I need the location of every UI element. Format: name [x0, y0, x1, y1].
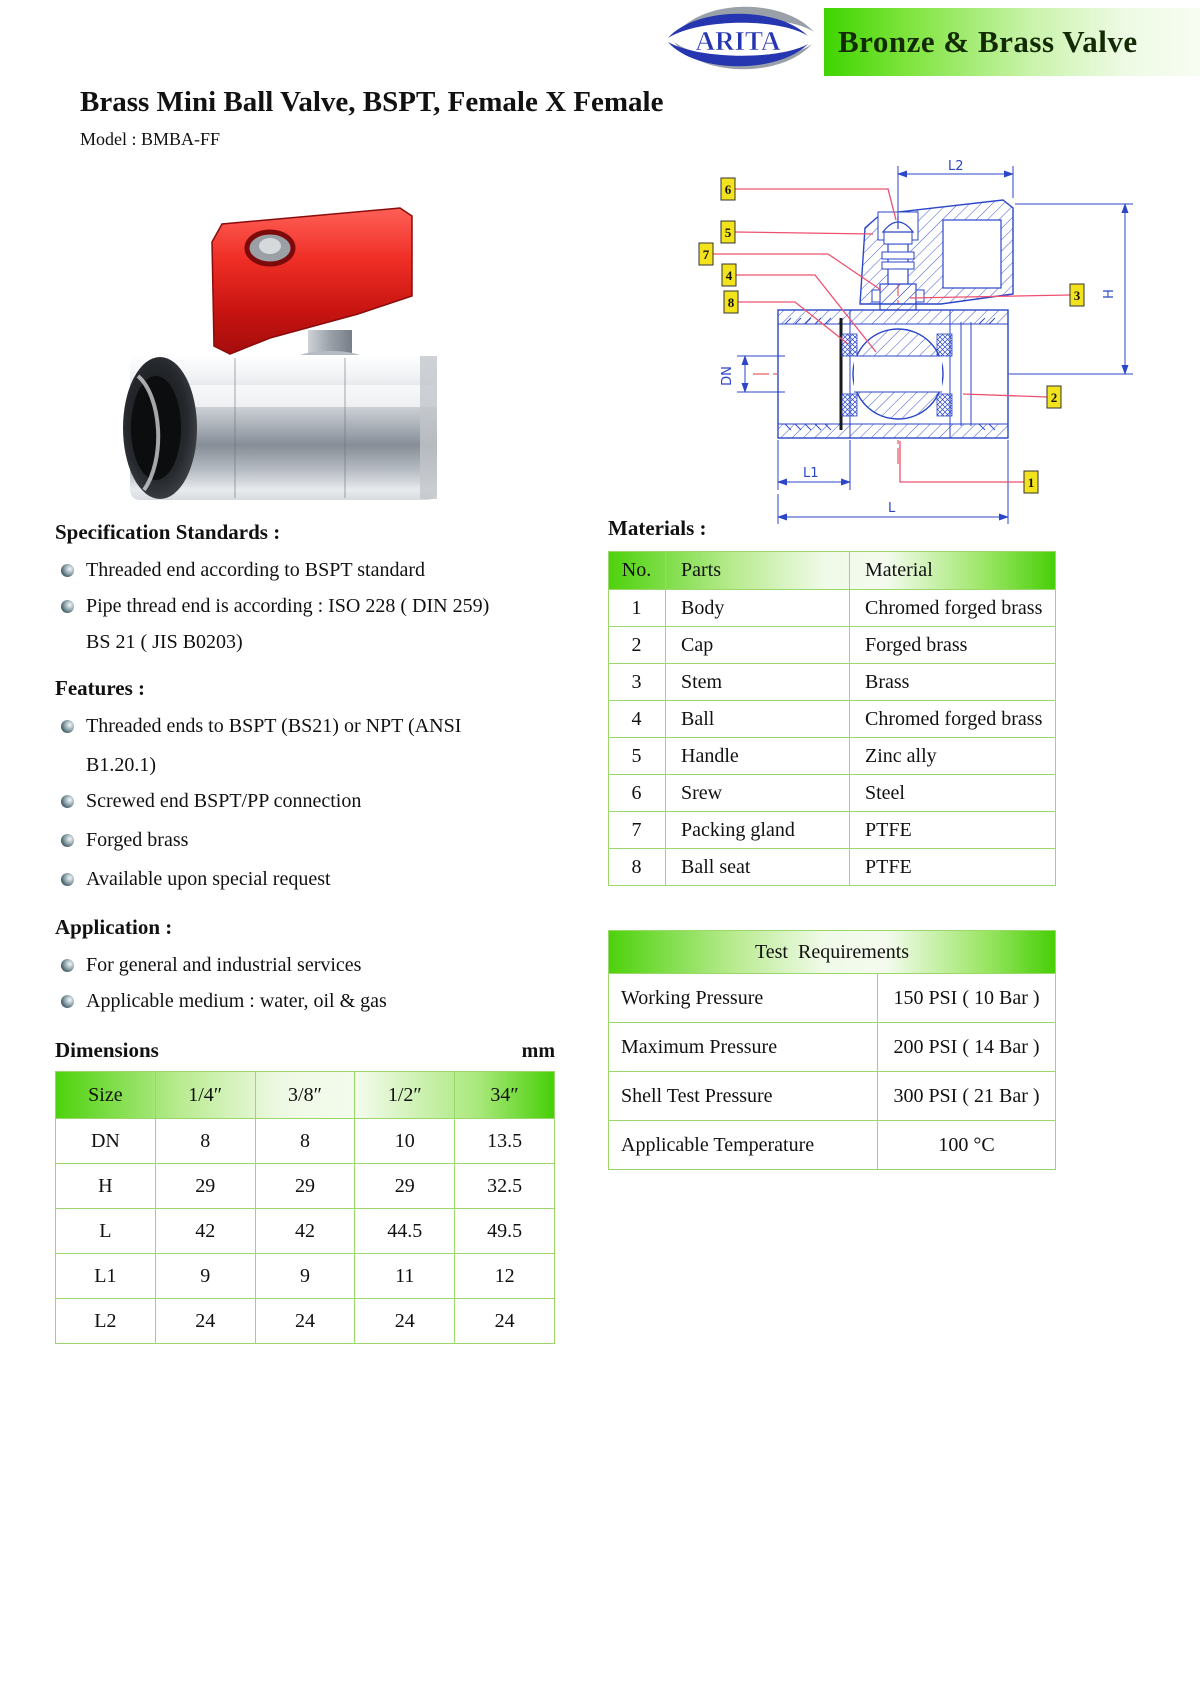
bullet-icon	[61, 873, 74, 886]
test-value: 300 PSI ( 21 Bar )	[878, 1072, 1056, 1121]
materials-section	[608, 516, 1056, 886]
test-value: 100 °C	[878, 1121, 1056, 1170]
dimensions-heading: Dimensions	[55, 1038, 159, 1062]
list-item	[55, 950, 600, 980]
spec-standards-heading: Specification Standards :	[55, 520, 281, 544]
spec-standards-section	[55, 520, 600, 663]
dim-value: 49.5	[455, 1209, 555, 1254]
bullet-continuation: BS 21 ( JIS B0203)	[86, 631, 243, 653]
bullet-icon	[61, 995, 74, 1008]
col-header-size-3-8: 3/8″	[255, 1072, 355, 1119]
dim-label-l2: L2	[948, 159, 964, 174]
bullet-icon	[61, 959, 74, 972]
table-row	[609, 627, 1056, 664]
col-header-size-3-4: 34″	[455, 1072, 555, 1119]
model-number: Model : BMBA-FF	[80, 129, 221, 149]
table-row	[56, 1254, 555, 1299]
arita-logo-text: ARITA	[695, 26, 781, 56]
technical-drawing	[645, 132, 1200, 537]
ball-valve-photo	[100, 180, 470, 500]
cell-material: Chromed forged brass	[850, 701, 1056, 738]
test-value: 200 PSI ( 14 Bar )	[878, 1023, 1056, 1072]
page-title: Brass Mini Ball Valve, BSPT, Female X Female	[80, 86, 664, 118]
cell-no: 5	[609, 738, 666, 775]
cell-material: PTFE	[850, 849, 1056, 886]
product-photo	[100, 180, 470, 505]
callout-1	[1024, 471, 1038, 493]
cell-part: Cap	[666, 627, 850, 664]
dim-value: 42	[155, 1209, 255, 1254]
dim-value: 8	[255, 1119, 355, 1164]
table-row	[56, 1119, 555, 1164]
col-header-size-1-4: 1/4″	[155, 1072, 255, 1119]
cell-no: 1	[609, 590, 666, 627]
col-header-size: Size	[56, 1072, 156, 1119]
bullet-icon	[61, 795, 74, 808]
dim-value: 29	[255, 1164, 355, 1209]
cell-no: 2	[609, 627, 666, 664]
bullet-text: Threaded end according to BSPT standard	[86, 559, 425, 581]
callout-5	[721, 221, 735, 243]
test-requirements-title: Test Requirements	[609, 931, 1056, 974]
dimensions-caption	[55, 1038, 555, 1063]
test-requirements-section	[608, 930, 1056, 1170]
table-row	[609, 974, 1056, 1023]
cell-material: Chromed forged brass	[850, 590, 1056, 627]
cell-material: Steel	[850, 775, 1056, 812]
table-row	[609, 664, 1056, 701]
bullet-text: Applicable medium : water, oil & gas	[86, 990, 387, 1012]
cell-part: Ball	[666, 701, 850, 738]
table-row	[609, 701, 1056, 738]
table-row	[609, 1072, 1056, 1121]
callout-7	[699, 243, 713, 265]
cell-part: Srew	[666, 775, 850, 812]
application-heading: Application :	[55, 915, 173, 939]
dim-label: L	[56, 1209, 156, 1254]
table-row	[609, 738, 1056, 775]
table-row	[609, 775, 1056, 812]
application-section	[55, 915, 600, 1022]
dimensions-section	[55, 1038, 555, 1344]
dimensions-table	[55, 1071, 555, 1344]
cell-material: Brass	[850, 664, 1056, 701]
callout-3	[1070, 284, 1084, 306]
cell-no: 7	[609, 812, 666, 849]
cell-part: Stem	[666, 664, 850, 701]
list-item	[55, 786, 600, 816]
test-label: Working Pressure	[609, 974, 878, 1023]
col-header-size-1-2: 1/2″	[355, 1072, 455, 1119]
dim-value: 9	[255, 1254, 355, 1299]
table-row	[56, 1299, 555, 1344]
svg-text:8: 8	[727, 295, 735, 310]
dimensions-unit: mm	[521, 1040, 555, 1062]
cell-no: 4	[609, 701, 666, 738]
bullet-icon	[61, 720, 74, 733]
banner-title: Bronze & Brass Valve	[838, 24, 1138, 59]
list-item	[55, 864, 600, 894]
col-header-parts: Parts	[666, 552, 850, 590]
dim-value: 24	[355, 1299, 455, 1344]
dim-value: 29	[355, 1164, 455, 1209]
test-header-row	[609, 931, 1056, 974]
dim-value: 44.5	[355, 1209, 455, 1254]
dim-label: L2	[56, 1299, 156, 1344]
test-label: Applicable Temperature	[609, 1121, 878, 1170]
cell-part: Handle	[666, 738, 850, 775]
dim-label: L1	[56, 1254, 156, 1299]
table-row	[609, 849, 1056, 886]
table-row	[56, 1164, 555, 1209]
bullet-icon	[61, 600, 74, 613]
bullet-text: Screwed end BSPT/PP connection	[86, 790, 362, 812]
dim-label-h: H	[1102, 289, 1117, 299]
svg-text:7: 7	[702, 247, 710, 262]
features-heading: Features :	[55, 676, 145, 700]
table-row	[609, 1121, 1056, 1170]
header-banner	[824, 8, 1200, 76]
table-row	[609, 812, 1056, 849]
dim-value: 24	[255, 1299, 355, 1344]
dim-label: H	[56, 1164, 156, 1209]
test-requirements-table	[608, 930, 1056, 1170]
dim-value: 42	[255, 1209, 355, 1254]
list-item	[55, 711, 600, 741]
materials-table	[608, 551, 1056, 886]
bullet-continuation: B1.20.1)	[86, 754, 156, 776]
dim-value: 24	[455, 1299, 555, 1344]
dim-value: 10	[355, 1119, 455, 1164]
cell-no: 3	[609, 664, 666, 701]
materials-header-row	[609, 552, 1056, 590]
test-label: Maximum Pressure	[609, 1023, 878, 1072]
col-header-material: Material	[850, 552, 1056, 590]
list-item	[55, 591, 600, 621]
cell-material: Forged brass	[850, 627, 1056, 664]
bullet-icon	[61, 834, 74, 847]
arita-logo-graphic	[660, 6, 822, 76]
dim-label-l1: L1	[803, 466, 819, 481]
dim-value: 12	[455, 1254, 555, 1299]
cell-no: 6	[609, 775, 666, 812]
materials-heading: Materials :	[608, 516, 707, 540]
callout-8	[724, 291, 738, 313]
list-item	[55, 555, 600, 585]
test-value: 150 PSI ( 10 Bar )	[878, 974, 1056, 1023]
bullet-text: For general and industrial services	[86, 954, 362, 976]
dim-value: 11	[355, 1254, 455, 1299]
dimensions-header-row	[56, 1072, 555, 1119]
arita-logo	[660, 6, 822, 76]
callout-2	[1047, 386, 1061, 408]
cell-material: PTFE	[850, 812, 1056, 849]
bullet-icon	[61, 564, 74, 577]
dim-value: 24	[155, 1299, 255, 1344]
dim-value: 32.5	[455, 1164, 555, 1209]
table-row	[609, 1023, 1056, 1072]
table-row	[609, 590, 1056, 627]
valve-body	[123, 355, 437, 500]
svg-text:6: 6	[724, 182, 732, 197]
bullet-text: Threaded ends to BSPT (BS21) or NPT (ANSI	[86, 715, 462, 737]
svg-text:4: 4	[725, 268, 733, 283]
cell-no: 8	[609, 849, 666, 886]
dim-value: 29	[155, 1164, 255, 1209]
table-row	[56, 1209, 555, 1254]
bullet-text: Pipe thread end is according : ISO 228 ( DIN 259)	[86, 595, 490, 617]
cell-part: Ball seat	[666, 849, 850, 886]
list-item	[55, 986, 600, 1016]
svg-text:2: 2	[1050, 390, 1058, 405]
svg-text:1: 1	[1027, 475, 1035, 490]
callout-4	[722, 264, 736, 286]
dim-label-dn: DN	[720, 366, 735, 386]
cell-material: Zinc ally	[850, 738, 1056, 775]
svg-text:3: 3	[1073, 288, 1081, 303]
bullet-text: Forged brass	[86, 829, 189, 851]
svg-text:5: 5	[724, 225, 732, 240]
features-section	[55, 676, 600, 903]
test-label: Shell Test Pressure	[609, 1072, 878, 1121]
valve-section-drawing	[645, 132, 1200, 532]
cell-part: Packing gland	[666, 812, 850, 849]
cell-part: Body	[666, 590, 850, 627]
callout-6	[721, 178, 735, 200]
list-item	[55, 825, 600, 855]
dim-label-l: L	[888, 501, 896, 516]
bullet-text: Available upon special request	[86, 868, 331, 890]
dim-label: DN	[56, 1119, 156, 1164]
dim-value: 13.5	[455, 1119, 555, 1164]
col-header-no: No.	[609, 552, 666, 590]
dim-value: 8	[155, 1119, 255, 1164]
dim-value: 9	[155, 1254, 255, 1299]
